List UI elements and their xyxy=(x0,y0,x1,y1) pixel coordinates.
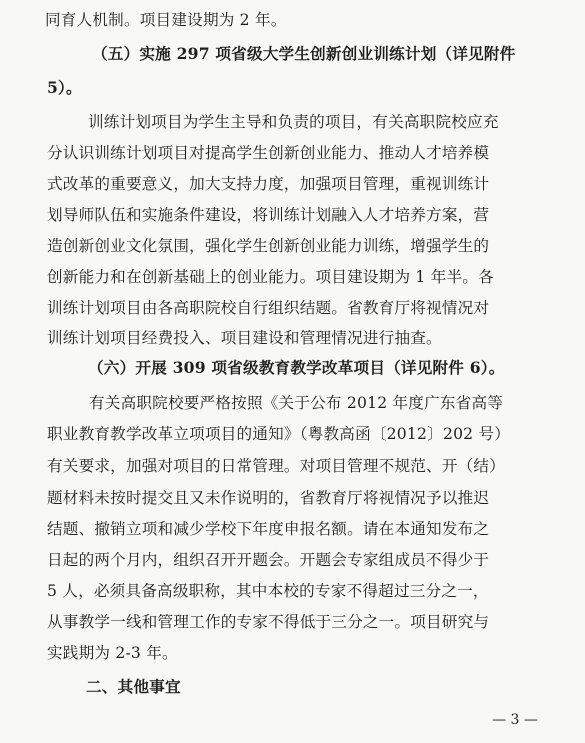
text-line-10: 训练计划项目由各高职院校自行组织结题。省教育厅将视情况对 xyxy=(47,299,490,317)
text-line-21: 实践期为 2-3 年。 xyxy=(47,644,178,662)
text-line-19: 5 人，必须具备高级职称，其中本校的专家不得超过三分之一， xyxy=(47,582,489,600)
text-line-1: 同育人机制。项目建设期为 2 年。 xyxy=(45,11,287,29)
text-line-16: 题材料未按时提交且又未作说明的，省教育厅将视情况予以推迟 xyxy=(47,489,490,507)
text-line-9: 创新能力和在创新基础上的创业能力。项目建设期为 1 年半。各 xyxy=(47,268,494,286)
text-line-7: 划导师队伍和实施条件建设，将训练计划融入人才培养方案，营 xyxy=(47,206,490,224)
text-line-14: 职业教育教学改革立项项目的通知》（粤教高函〔2012〕202 号） xyxy=(47,425,511,443)
text-line-18: 日起的两个月内，组织召开开题会。开题会专家组成员不得少于 xyxy=(47,551,490,569)
section-heading-five-line-2: 5）。 xyxy=(47,78,82,97)
section-heading-five-line-1: （五）实施 297 项省级大学生创新创业训练计划（详见附件 xyxy=(92,44,516,63)
text-line-17: 结题、撤销立项和减少学校下年度申报名额。请在本通知发布之 xyxy=(47,520,490,538)
text-line-11: 训练计划项目经费投入、项目建设和管理情况进行抽查。 xyxy=(47,329,442,347)
section-heading-six: （六）开展 309 项省级教育教学改革项目（详见附件 6）。 xyxy=(88,358,505,377)
text-line-13: 有关高职院校要严格按照《关于公布 2012 年度广东省高等 xyxy=(89,394,504,412)
page-number: — 3 — xyxy=(492,712,538,728)
text-line-6: 式改革的重要意义，加大支持力度，加强项目管理，重视训练计 xyxy=(47,175,490,193)
text-line-4: 训练计划项目为学生主导和负责的项目，有关高职院校应充 xyxy=(88,113,499,131)
text-line-15: 有关要求，加强对项目的日常管理。对项目管理不规范、开（结） xyxy=(47,457,506,475)
text-line-5: 分认识训练计划项目对提高学生创新创业能力、推动人才培养模 xyxy=(47,144,490,162)
text-line-8: 造创新创业文化氛围，强化学生创新创业能力训练，增强学生的 xyxy=(47,237,490,255)
section-heading-two: 二、其他事宜 xyxy=(86,678,181,696)
text-line-20: 从事教学一线和管理工作的专家不得低于三分之一。项目研究与 xyxy=(47,613,490,631)
